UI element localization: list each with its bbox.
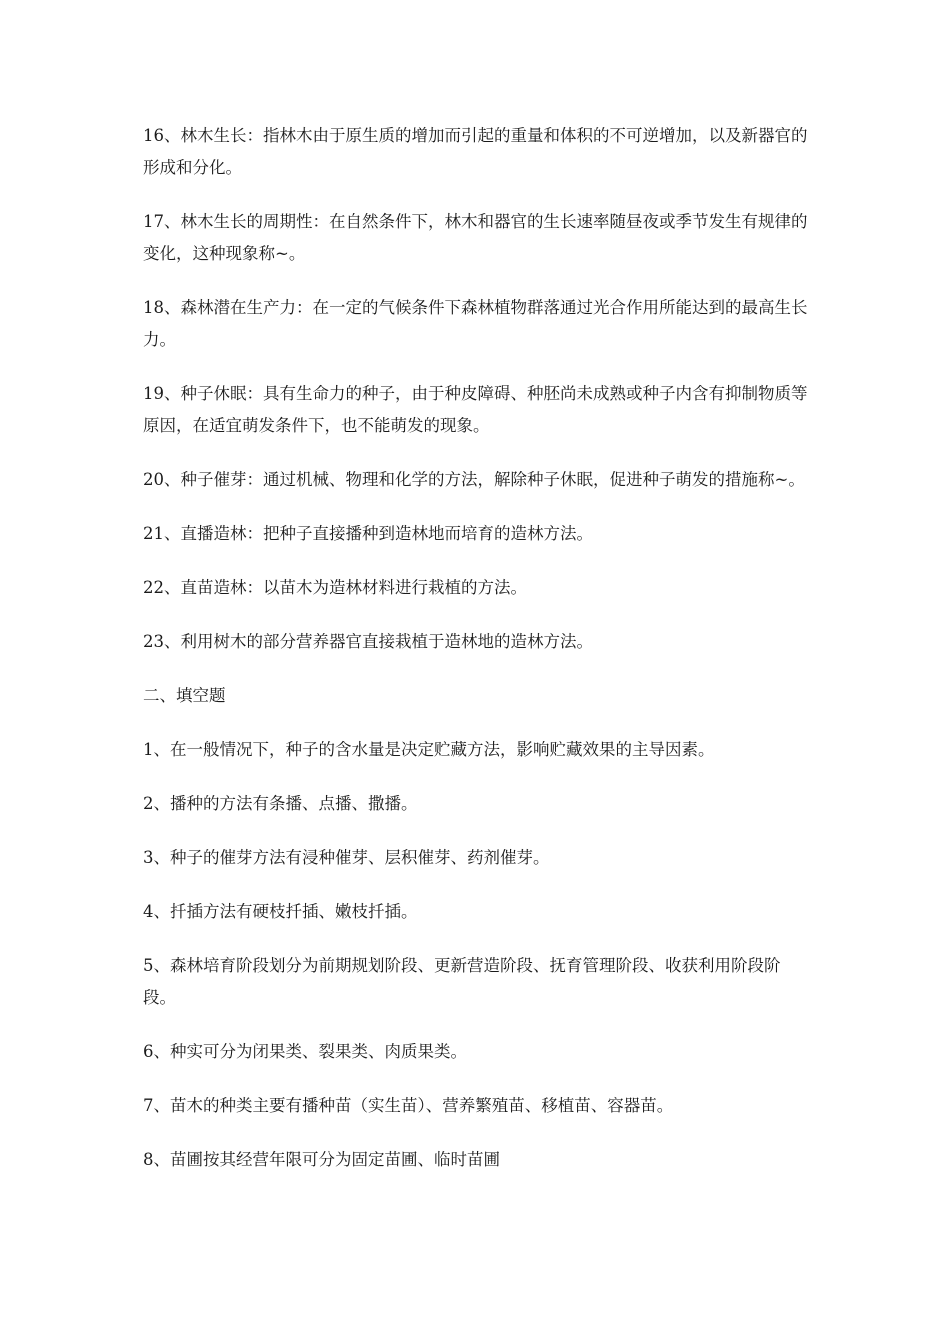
- fill-blank-5: 5、森林培育阶段划分为前期规划阶段、更新营造阶段、抚育管理阶段、收获利用阶段阶段。: [143, 956, 781, 1007]
- fill-blank-8: 8、苗圃按其经营年限可分为固定苗圃、临时苗圃: [143, 1150, 500, 1169]
- fill-blank-1: 1、在一般情况下，种子的含水量是决定贮藏方法，影响贮藏效果的主导因素。: [143, 740, 715, 759]
- definition-23: 23、利用树木的部分营养器官直接栽植于造林地的造林方法。: [143, 632, 593, 651]
- definition-18: 18、森林潜在生产力：在一定的气候条件下森林植物群落通过光合作用所能达到的最高生长力。: [143, 298, 808, 349]
- definition-21: 21、直播造林：把种子直接播种到造林地而培育的造林方法。: [143, 524, 593, 543]
- definition-19: 19、种子休眠：具有生命力的种子，由于种皮障碍、种胚尚未成熟或种子内含有抑制物质等原因，在适宜萌发条件下，也不能萌发的现象。: [143, 384, 808, 435]
- fill-blank-2: 2、播种的方法有条播、点播、撒播。: [143, 794, 418, 813]
- section-heading: 二、填空题: [143, 686, 226, 705]
- fill-blank-7: 7、苗木的种类主要有播种苗（实生苗）、营养繁殖苗、移植苗、容器苗。: [143, 1096, 674, 1115]
- definition-20: 20、种子催芽：通过机械、物理和化学的方法，解除种子休眠，促进种子萌发的措施称~。: [143, 470, 805, 489]
- definition-22: 22、直苗造林：以苗木为造林材料进行栽植的方法。: [143, 578, 527, 597]
- definition-16: 16、林木生长：指林木由于原生质的增加而引起的重量和体积的不可逆增加，以及新器官的形成和分化。: [143, 126, 808, 177]
- definition-17: 17、林木生长的周期性：在自然条件下，林木和器官的生长速率随昼夜或季节发生有规律的变化，这种现象称~。: [143, 212, 808, 263]
- fill-blank-4: 4、扦插方法有硬枝扦插、嫩枝扦插。: [143, 902, 418, 921]
- fill-blank-6: 6、种实可分为闭果类、裂果类、肉质果类。: [143, 1042, 467, 1061]
- fill-blank-3: 3、种子的催芽方法有浸种催芽、层积催芽、药剂催芽。: [143, 848, 550, 867]
- document-body: [143, 120, 813, 1198]
